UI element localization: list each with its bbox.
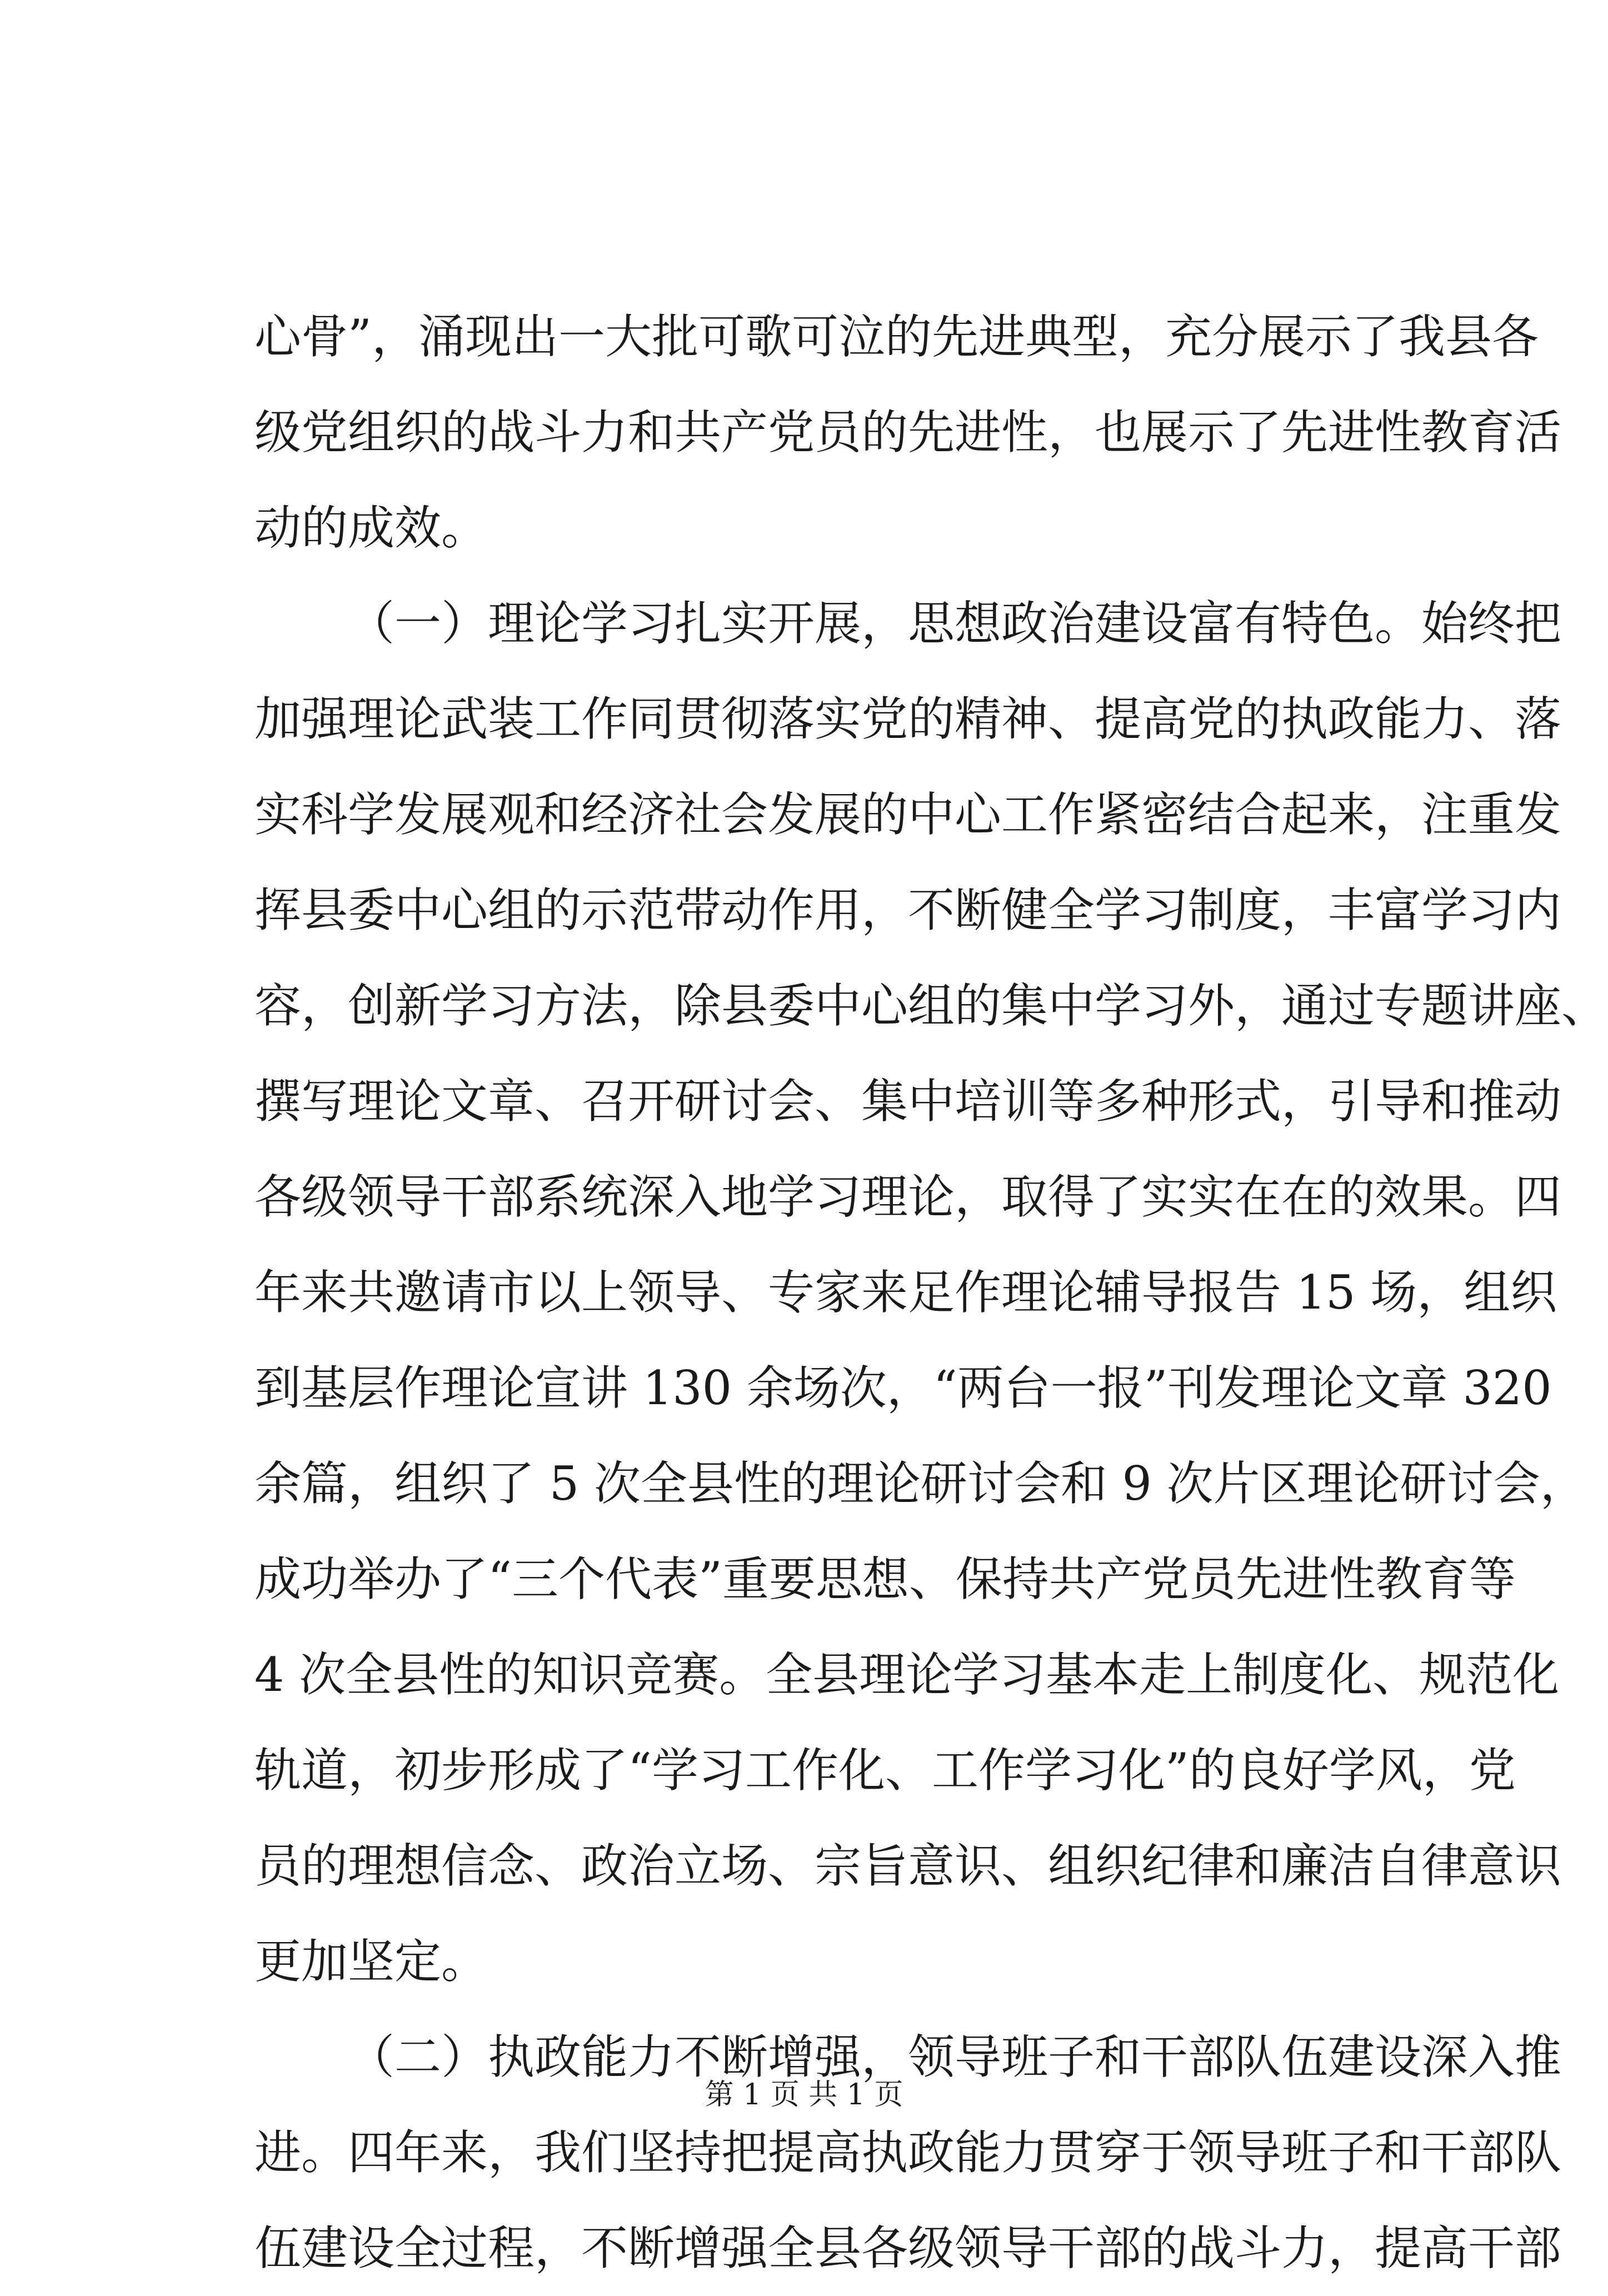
text-line: 容，创新学习方法，除县委中心组的集中学习外，通过专题讲座、 <box>254 979 1608 1033</box>
text-line: 轨道，初步形成了“学习工作化、工作学习化”的良好学风，党 <box>254 1743 1516 1798</box>
text-line: （二）执政能力不断增强，领导班子和干部队伍建设深入推 <box>348 2030 1562 2084</box>
text-line: 年来共邀请市以上领导、专家来足作理论辅导报告 15 场，组织 <box>254 1265 1557 1320</box>
text-line: 级党组织的战斗力和共产党员的先进性，也展示了先进性教育活 <box>254 405 1562 460</box>
text-line: 成功举办了“三个代表”重要思想、保持共产党员先进性教育等 <box>254 1552 1516 1606</box>
text-line: 心骨”，涌现出一大批可歌可泣的先进典型，充分展示了我县各 <box>254 310 1539 364</box>
text-line: 余篇，组织了 5 次全县性的理论研讨会和 9 次片区理论研讨会， <box>254 1456 1587 1511</box>
text-line: 各级领导干部系统深入地学习理论，取得了实实在在的效果。四 <box>254 1170 1562 1224</box>
text-line: 动的成效。 <box>254 501 488 555</box>
text-line: 更加坚定。 <box>254 1934 488 1989</box>
text-line: 撰写理论文章、召开研讨会、集中培训等多种形式，引导和推动 <box>254 1074 1562 1129</box>
text-line: 挥县委中心组的示范带动作用，不断健全学习制度，丰富学习内 <box>254 883 1562 937</box>
text-line: 伍建设全过程，不断增强全县各级领导干部的战斗力，提高干部 <box>254 2221 1562 2275</box>
text-line: （一）理论学习扎实开展，思想政治建设富有特色。始终把 <box>348 596 1562 651</box>
text-line: 进。四年来，我们坚持把提高执政能力贯穿于领导班子和干部队 <box>254 2125 1562 2180</box>
text-line: 4 次全县性的知识竞赛。全县理论学习基本走上制度化、规范化 <box>254 1648 1560 1702</box>
document-body <box>254 289 1608 2296</box>
text-line: 实科学发展观和经济社会发展的中心工作紧密结合起来，注重发 <box>254 787 1562 842</box>
page-footer: 第 1 页 共 1 页 <box>705 2078 903 2112</box>
text-line: 加强理论武装工作同贯彻落实党的精神、提高党的执政能力、落 <box>254 692 1562 746</box>
text-line: 员的理想信念、政治立场、宗旨意识、组织纪律和廉洁自律意识 <box>254 1839 1562 1893</box>
text-line: 到基层作理论宣讲 130 余场次，“两台一报”刊发理论文章 320 <box>254 1361 1552 1415</box>
